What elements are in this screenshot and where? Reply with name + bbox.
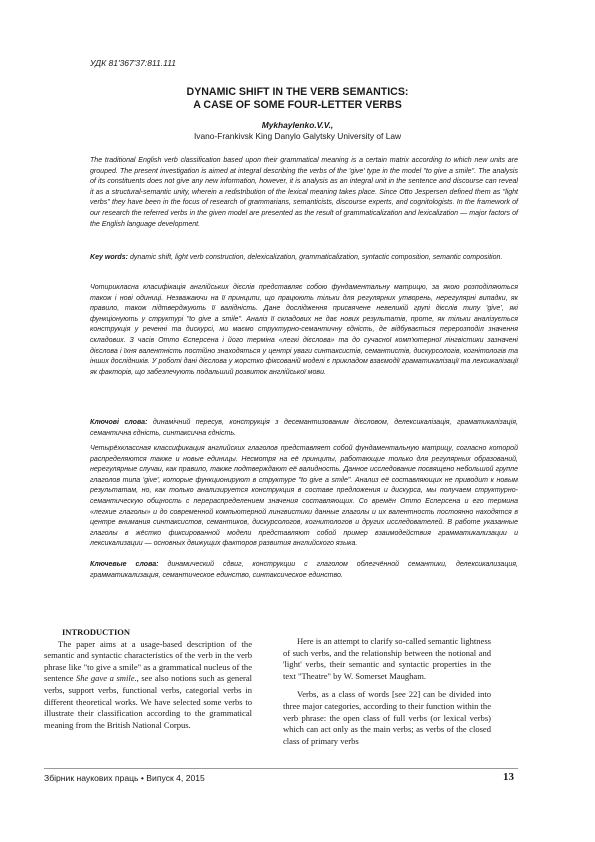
- abstract-ukrainian: Чотирикласна класифікація англійських дієслів представляє собою фундаментальну матрицю, за якою розподіляються також і нові одиниці. Незважаючи на її принципи, що працюють тільки для регулярних утворень, нерегулярні випадки, як правило, також підтверджують її валідність. Дане дослідження присвячене невеликій групі дієслів типу 'give', які функціонують у структурі "to give a smile". Аналіз її складових не дає нових результатів, проте, як тільки аналізується конструкція у реченні та дискурсі, ми маємо структурно-семантичну єдність, де відбувається перерозподіл значення складових. З часів Отто Єсперсена і його терміна «легкі дієслова» та до сучасної комп'ютерної лінгвістики зазначені дієслова і їхня валентність постійно знаходяться у центрі уваги синтаксистів, семантистів, дискурсологів, когнітологів та інших дослідників. У роботі дані дієслова у жорстко фіксованій моделі є прикладом взаємодії граматикалізації та лексикалізації як факторів, що забезпечують подальший розвиток англійської мови.: [90, 284, 518, 376]
- author-name: Mykhaylenko.V.V.,: [261, 120, 334, 130]
- section-heading-introduction: INTRODUCTION: [62, 627, 131, 637]
- intro-paragraph-1-start: The paper aims at a usage-based description of the semantic and syntactic characteristics of the verb in the verb phrase like "to give a smile" as a grammatical nucleus of the sentence: [44, 638, 252, 684]
- keywords-english-text: dynamic shift, light verb construction, delexicalization, grammaticalization, syntactic composition, semantic composition.: [129, 254, 503, 261]
- abstract-russian: Четырёхклассная классификация английских глаголов представляет собой фундаментальную матрицу, согласно которой распределяются также и новые единицы. Несмотря на её принципы, работающие только для регулярных образований, нерегулярные случаи, как правило, также подтверждают её валидность. Данное исследование посвящено небольшой группе глаголов типа 'give', которые функционируют в структуре "to give a smile". Анализ её составляющих не приводит к новым результатам, но, как только анализируется конструкция в составе предложения и дискурса, мы получаем структурно-семантическую общность с перераспределением значения составляющих. Со времён Отто Есперсена и его термина «легкие глаголы» и до современной компьютерной лингвистики данные глаголы и их валентность постоянно находятся в центре внимания синтаксистов, семантиков, дискурсологов, когнитологов и других исследователей. В работе указанные глаголы в жёстко фиксированной модели представляют собой пример взаимодействия грамматикализации и лексикализации — основных движущих факторов развития английского языка.: [90, 445, 518, 548]
- keywords-russian-text: динамический сдвиг, конструкции с глаголом облегчённой семантики, делексикализация, грамматикализация, семантическое единство, синтаксическое единство.: [90, 561, 518, 579]
- keywords-english-label: Key words:: [90, 254, 128, 261]
- page-number: 13: [503, 771, 514, 783]
- intro-paragraph-1-end: ., see also notions such as general verbs, support verbs, functional verbs, categorial verbs in different theoretical works. We have selected some verbs to illustrate their classification according to the grammatical meaning from the British National Corpus.: [44, 673, 252, 730]
- keywords-russian: [90, 560, 518, 581]
- abstract-english: The traditional English verb classification based upon their grammatical meaning is a certain matrix according to which new units are grouped. The present investigation is aimed at integral describing the verbs of the 'give' type in the model "to give a smile". The analysis of its constituents does not give any new information, however, it is analysis as an integral unit in the sentence and discourse can reveal it as a structural-semantic unity, wherein a redistribution of the lexical meaning takes place. Since Otto Jespersen defined them as "light verbs" they have been in the focus of research of grammarians, semanticists, discourse experts, and cognitologists. In the framework of our research the referred verbs in the given model are presented as the result of grammaticalization and lexicalization — major factors of the English language development.: [90, 157, 518, 228]
- footer-divider: [44, 768, 518, 769]
- example-sentence: She gave a smile: [76, 673, 135, 684]
- body-column-right: [283, 636, 491, 747]
- keywords-english: [90, 253, 518, 264]
- article-title-line-2: A CASE OF SOME FOUR-LETTER VERBS: [193, 99, 402, 111]
- right-paragraph-2: Verbs, as a class of words [see 22] can be divided into three major categories, according to their function within the verb phrase: the open class of full verbs (or lexical verbs) which can act only as the main verbs; as verbs of the closed class of primary verbs: [283, 689, 491, 746]
- keywords-ukrainian-text: динамічний пересув, конструкція з десемантизованим дієсловом, делексикалізація, граматикалізація, семантична єдність, синтаксична єдність.: [90, 419, 518, 437]
- article-title-line-1: DYNAMIC SHIFT IN THE VERB SEMANTICS:: [186, 86, 409, 98]
- keywords-ukrainian-label: Ключові слова:: [90, 419, 148, 426]
- author-affiliation: Ivano-Frankivsk King Danylo Galytsky University of Law: [193, 131, 402, 141]
- footer-journal-info: Збірник наукових праць • Випуск 4, 2015: [44, 773, 205, 783]
- keywords-ukrainian: [90, 418, 518, 439]
- udk-code: УДК 81'367'37:811.111: [90, 58, 177, 68]
- keywords-russian-label: Ключевые слова:: [90, 561, 159, 568]
- body-column-left: [44, 627, 252, 731]
- right-paragraph-1: Here is an attempt to clarify so-called semantic lightness of such verbs, and the relationship between the notional and 'light' verbs, their semantic and syntactic properties in the text "Theatre" by W. Somerset Maugham.: [283, 636, 491, 681]
- intro-paragraph-1: [44, 639, 252, 732]
